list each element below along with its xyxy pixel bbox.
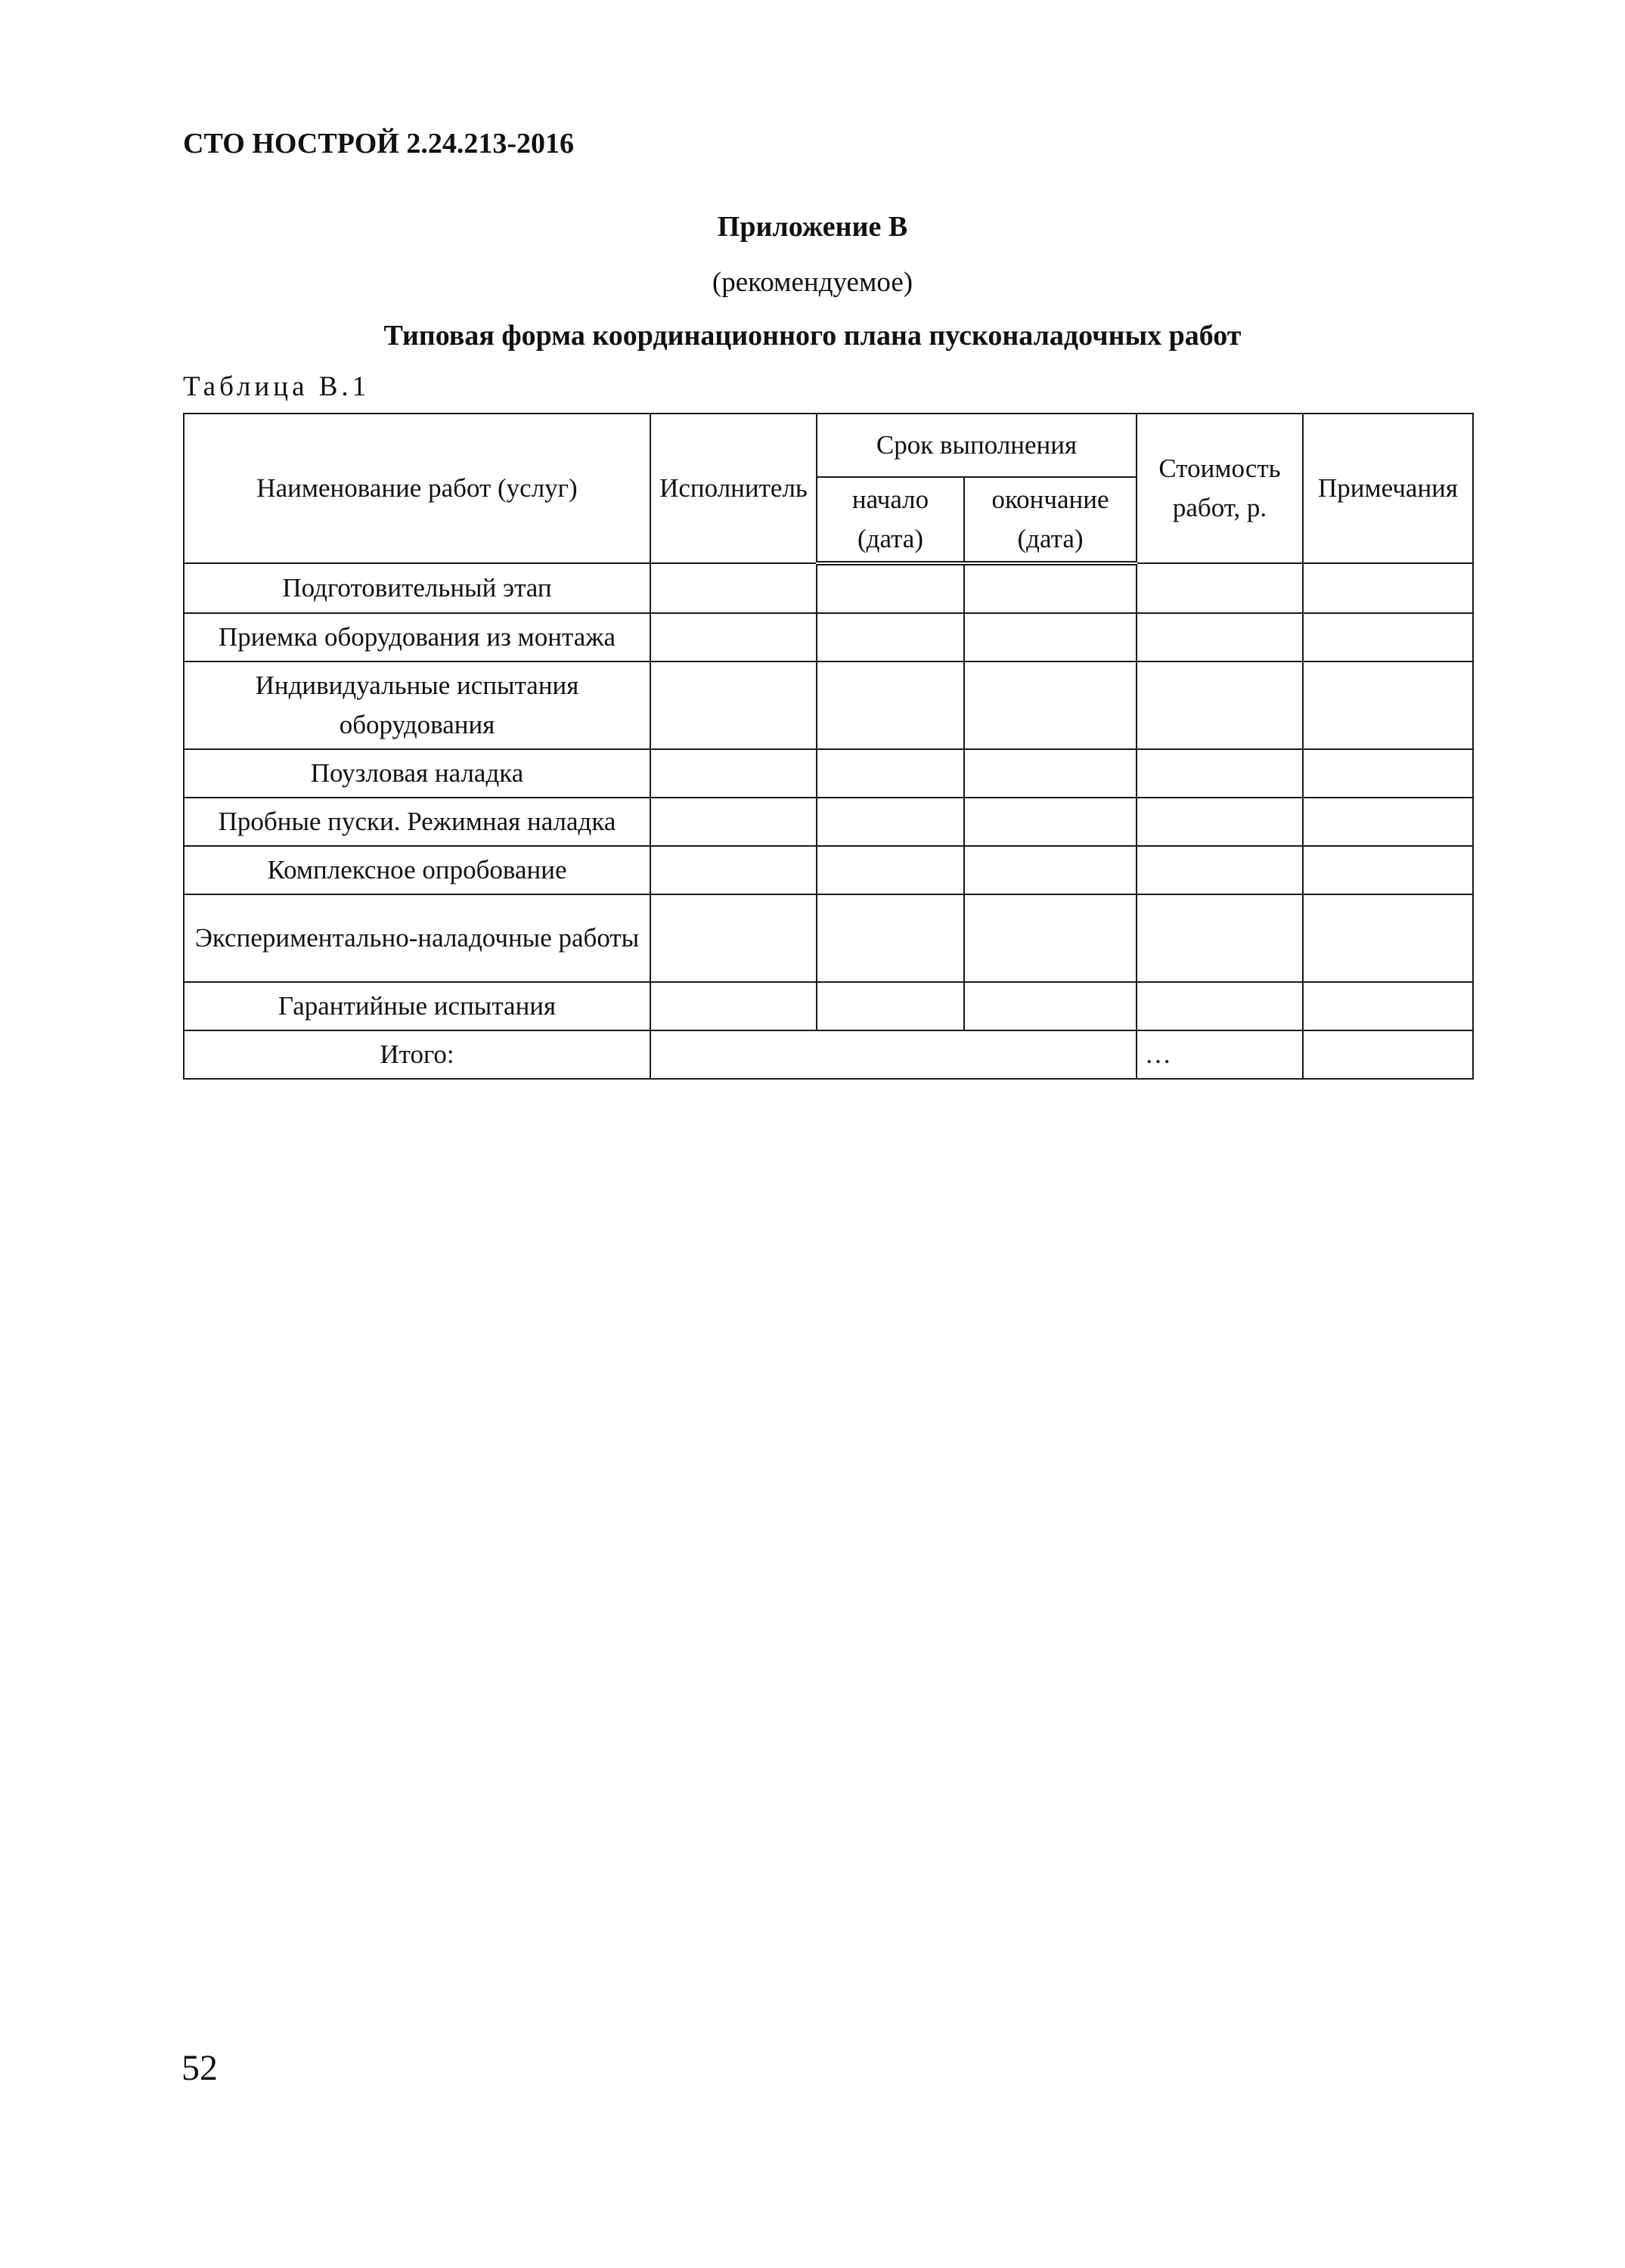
notes-cell	[1303, 662, 1473, 749]
cost-cell	[1137, 563, 1303, 613]
work-name-cell: Гарантийные испытания	[184, 982, 650, 1030]
notes-cell	[1303, 798, 1473, 846]
total-cost-value: …	[1137, 1030, 1303, 1079]
table-row	[184, 563, 1473, 613]
header-row	[184, 414, 1473, 477]
cost-cell	[1137, 749, 1303, 798]
notes-cell	[1303, 563, 1473, 613]
page-number: 52	[181, 2048, 218, 2088]
work-name-cell: Комплексное опробование	[184, 846, 650, 894]
notes-cell	[1303, 982, 1473, 1030]
executor-cell	[650, 662, 817, 749]
executor-cell	[650, 982, 817, 1030]
start-date-cell	[817, 798, 964, 846]
table-row	[184, 749, 1473, 798]
end-date-cell	[964, 563, 1137, 613]
cost-cell	[1137, 894, 1303, 982]
header-executor: Исполнитель	[650, 414, 817, 563]
appendix-title: Приложение В	[717, 211, 908, 243]
notes-cell	[1303, 846, 1473, 894]
start-date-cell	[817, 749, 964, 798]
start-date-cell	[817, 613, 964, 662]
executor-cell	[650, 749, 817, 798]
end-date-cell	[964, 798, 1137, 846]
start-date-cell	[817, 894, 964, 982]
executor-cell	[650, 798, 817, 846]
table-row	[184, 798, 1473, 846]
header-cost: Стоимость работ, р.	[1137, 414, 1303, 563]
table-row	[184, 982, 1473, 1030]
work-name-cell: Приемка оборудования из монтажа	[184, 613, 650, 662]
work-name-cell: Подготовительный этап	[184, 563, 650, 613]
cost-cell	[1137, 613, 1303, 662]
end-date-cell	[964, 982, 1137, 1030]
end-date-cell	[964, 662, 1137, 749]
total-notes-cell	[1303, 1030, 1473, 1079]
table-row	[184, 662, 1473, 749]
header-end-date: окончание (дата)	[964, 477, 1137, 563]
work-name-cell: Индивидуальные испытания оборудования	[184, 662, 650, 749]
notes-cell	[1303, 894, 1473, 982]
cost-cell	[1137, 662, 1303, 749]
executor-cell	[650, 846, 817, 894]
total-empty-cell	[650, 1030, 1137, 1079]
cost-cell	[1137, 798, 1303, 846]
start-date-cell	[817, 846, 964, 894]
work-name-cell: Поузловая наладка	[184, 749, 650, 798]
header-term: Срок выполнения	[817, 414, 1137, 477]
header-name: Наименование работ (услуг)	[184, 414, 650, 563]
end-date-cell	[964, 894, 1137, 982]
coordination-plan-table	[183, 413, 1474, 1080]
table-caption: Таблица В.1	[183, 371, 371, 402]
document-code: СТО НОСТРОЙ 2.24.213-2016	[183, 128, 574, 160]
work-name-cell: Пробные пуски. Режимная наладка	[184, 798, 650, 846]
executor-cell	[650, 894, 817, 982]
start-date-cell	[817, 563, 964, 613]
total-label: Итого:	[184, 1030, 650, 1079]
table-row	[184, 613, 1473, 662]
appendix-status: (рекомендуемое)	[712, 267, 913, 298]
start-date-cell	[817, 982, 964, 1030]
form-title: Типовая форма координационного плана пусконаладочных работ	[383, 320, 1242, 352]
cost-cell	[1137, 982, 1303, 1030]
total-row	[184, 1030, 1473, 1079]
table-row	[184, 894, 1473, 982]
header-notes: Примечания	[1303, 414, 1473, 563]
work-name-cell: Экспериментально-наладочные работы	[184, 894, 650, 982]
end-date-cell	[964, 749, 1137, 798]
cost-cell	[1137, 846, 1303, 894]
executor-cell	[650, 613, 817, 662]
end-date-cell	[964, 846, 1137, 894]
notes-cell	[1303, 749, 1473, 798]
executor-cell	[650, 563, 817, 613]
notes-cell	[1303, 613, 1473, 662]
end-date-cell	[964, 613, 1137, 662]
start-date-cell	[817, 662, 964, 749]
table-row	[184, 846, 1473, 894]
header-start-date: начало (дата)	[817, 477, 964, 563]
